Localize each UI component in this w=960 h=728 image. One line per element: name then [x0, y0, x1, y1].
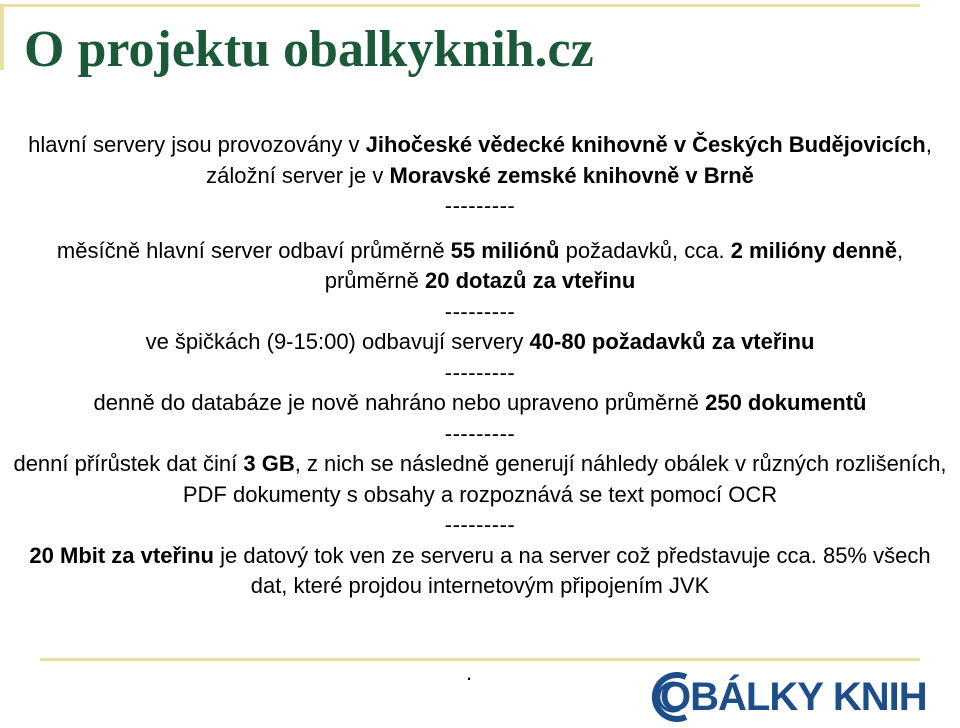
paragraph-daily-documents: denně do databáze je nově nahráno nebo upraveno průměrně 250 dokumentů — [93, 390, 867, 415]
paragraph-daily-data-growth: denní přírůstek dat činí 3 GB, z nich se následně generují náhledy obálek v různých rozlišeních, PDF dokumenty s obsahy a rozpoznává se text pomocí OCR — [13, 451, 947, 507]
bottom-dot: . — [466, 660, 473, 685]
separator: --------- — [444, 298, 516, 324]
separator: --------- — [444, 193, 516, 218]
slide-content — [10, 130, 950, 602]
paragraph-servers: hlavní servery jsou provozovány v Jihočeské vědecké knihovně v Českých Budějovicích, záložní server je v Moravské zemské knihovně v Brně — [28, 132, 932, 188]
separator: --------- — [444, 512, 516, 537]
separator: --------- — [444, 420, 516, 446]
separator: --------- — [444, 359, 516, 385]
left-decorative-bar — [0, 4, 4, 70]
paragraph-data-flow: 20 Mbit za vteřinu je datový tok ven ze serveru a na server což představuje cca. 85% všech dat, které projdou internetovým připojením JVK — [29, 542, 931, 598]
paragraph-monthly-requests: měsíčně hlavní server odbaví průměrně 55 miliónů požadavků, cca. 2 milióny denně, průměrně 20 dotazů za vteřinu — [56, 237, 904, 293]
logo-word-obalky: OBÁLKY — [660, 675, 823, 719]
logo-word-knih: KNIH — [832, 675, 927, 719]
paragraph-peak-load: ve špičkách (9-15:00) odbavují servery 40-80 požadavků za vteřinu — [145, 329, 815, 354]
slide-title: O projektu obalkyknih.cz — [24, 21, 594, 78]
top-decorative-rule — [0, 4, 920, 7]
obalky-knih-logo — [640, 671, 960, 723]
bottom-decorative-rule — [40, 658, 920, 661]
